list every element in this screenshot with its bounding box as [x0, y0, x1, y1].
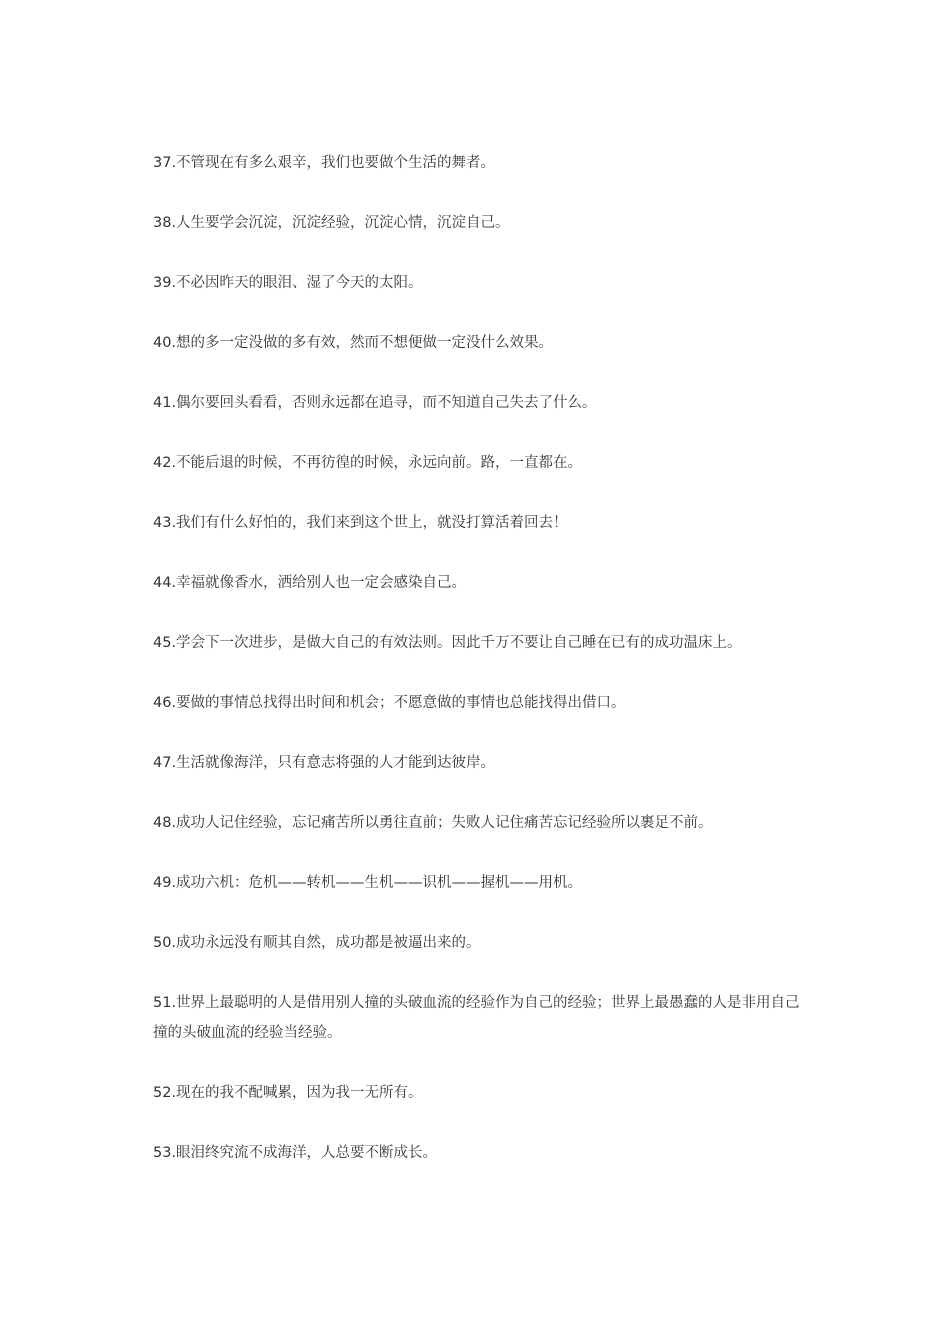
quote-line-41: 41.偶尔要回头看看，否则永远都在追寻，而不知道自己失去了什么。: [153, 395, 597, 411]
quote-line-49: 49.成功六机：危机——转机——生机——识机——握机——用机。: [153, 875, 583, 891]
quote-list: [153, 148, 813, 1198]
quote-line-37: 37.不管现在有多么艰辛，我们也要做个生活的舞者。: [153, 155, 496, 171]
quote-line-38: 38.人生要学会沉淀，沉淀经验，沉淀心情，沉淀自己。: [153, 215, 510, 231]
quote-line-40: 40.想的多一定没做的多有效，然而不想便做一定没什么效果。: [153, 335, 554, 351]
quote-line-53: 53.眼泪终究流不成海洋，人总要不断成长。: [153, 1145, 438, 1161]
quote-line-51: 51.世界上最聪明的人是借用别人撞的头破血流的经验作为自己的经验；世界上最愚蠢的人是非用自己撞的头破血流的经验当经验。: [153, 995, 800, 1041]
quote-line-46: 46.要做的事情总找得出时间和机会；不愿意做的事情也总能找得出借口。: [153, 695, 626, 711]
quote-line-52: 52.现在的我不配喊累，因为我一无所有。: [153, 1085, 423, 1101]
quote-line-45: 45.学会下一次进步，是做大自己的有效法则。因此千万不要让自己睡在已有的成功温床上。: [153, 635, 742, 651]
quote-line-44: 44.幸福就像香水，洒给别人也一定会感染自己。: [153, 575, 467, 591]
quote-line-50: 50.成功永远没有顺其自然，成功都是被逼出来的。: [153, 935, 481, 951]
quote-line-48: 48.成功人记住经验，忘记痛苦所以勇往直前；失败人记住痛苦忘记经验所以裹足不前。: [153, 815, 713, 831]
quote-line-42: 42.不能后退的时候，不再彷徨的时候，永远向前。路，一直都在。: [153, 455, 583, 471]
quote-line-39: 39.不必因昨天的眼泪、湿了今天的太阳。: [153, 275, 423, 291]
quote-line-47: 47.生活就像海洋，只有意志将强的人才能到达彼岸。: [153, 755, 496, 771]
quote-line-43: 43.我们有什么好怕的，我们来到这个世上，就没打算活着回去！: [153, 515, 568, 531]
